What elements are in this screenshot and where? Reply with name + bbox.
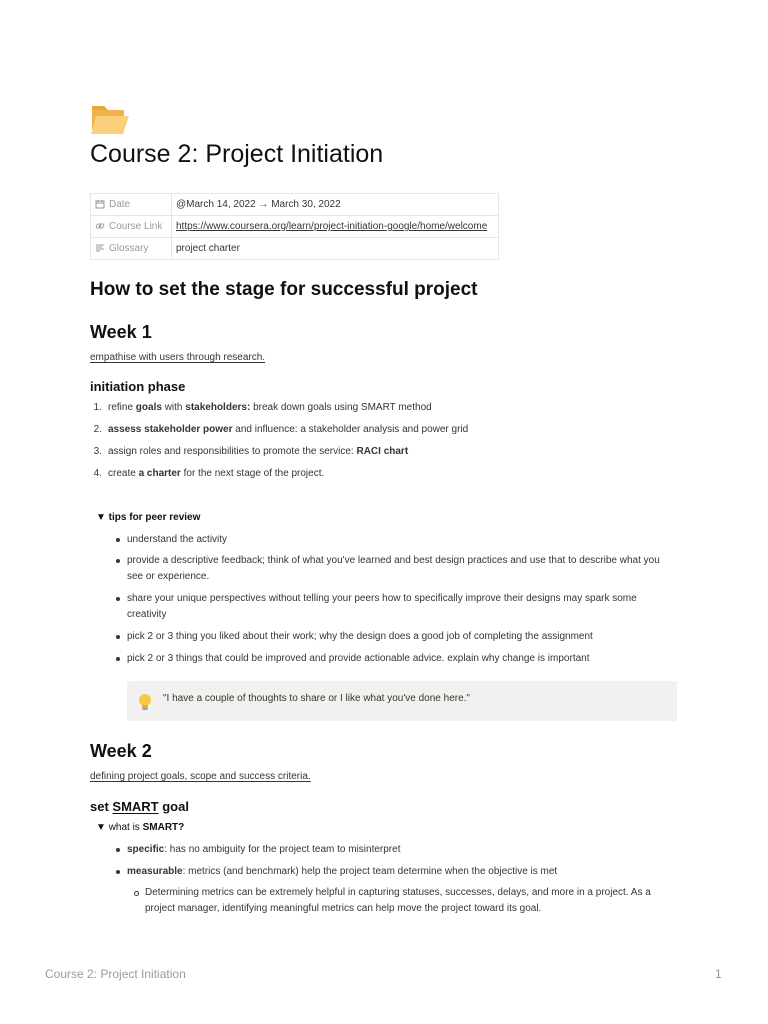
property-key: Course Link	[109, 221, 163, 232]
properties-table	[90, 193, 499, 260]
list-item: specific: has no ambiguity for the project team to misinterpret	[127, 842, 672, 858]
list-item: provide a descriptive feedback; think of what you've learned and best design practices and use that to describe what you see or experience.	[127, 553, 672, 585]
footer-title: Course 2: Project Initiation	[45, 967, 186, 981]
list-item: pick 2 or 3 things that could be improved and provide actionable advice. explain why change is important	[127, 651, 672, 667]
page-number: 1	[715, 967, 722, 981]
lightbulb-icon	[137, 693, 153, 711]
nested-list-item: Determining metrics can be extremely helpful in capturing statuses, successes, delays, and more in a project. As a project manager, identifying meaningful metrics can help move the project toward its goal.	[145, 885, 670, 917]
property-key: Glossary	[109, 243, 149, 254]
page-title: Course 2: Project Initiation	[90, 140, 384, 168]
property-key: Date	[109, 199, 131, 210]
initiation-phase-heading: initiation phase	[90, 379, 186, 394]
course-link[interactable]: https://www.coursera.org/learn/project-initiation-google/home/welcome	[176, 221, 488, 232]
property-row-date	[91, 194, 499, 216]
list-item: 2. assess stakeholder power and influence: a stakeholder analysis and power grid	[93, 424, 469, 435]
property-row-glossary	[91, 238, 499, 260]
week2-heading: Week 2	[90, 741, 152, 761]
main-heading: How to set the stage for successful project	[90, 279, 478, 300]
smart-link[interactable]: SMART	[112, 799, 159, 814]
smart-goal-heading: set SMART goal	[90, 799, 189, 814]
week2-link[interactable]: defining project goals, scope and success criteria.	[90, 771, 311, 782]
list-item: 3. assign roles and responsibilities to promote the service: RACI chart	[93, 446, 409, 457]
list-item: 1. refine goals with stakeholders: break down goals using SMART method	[93, 402, 432, 413]
property-row-course-link	[91, 216, 499, 238]
property-value-date[interactable]: @March 14, 2022 → March 30, 2022	[172, 194, 499, 216]
calendar-icon	[95, 199, 105, 209]
list-item: measurable: metrics (and benchmark) help the project team determine when the objective is met	[127, 864, 672, 880]
list-item: 4. create a charter for the next stage of the project.	[93, 468, 325, 479]
callout-text: "I have a couple of thoughts to share or I like what you've done here."	[163, 693, 470, 704]
list-item: share your unique perspectives without telling your peers how to specifically improve their designs may spark some creativity	[127, 591, 672, 623]
toggle-peer-review[interactable]: ▼ tips for peer review	[96, 512, 201, 523]
text-lines-icon	[95, 243, 105, 253]
property-value-glossary[interactable]: project charter	[172, 238, 499, 260]
list-item: understand the activity	[127, 532, 672, 548]
toggle-what-is-smart[interactable]: ▼ what is SMART?	[96, 822, 185, 833]
link-icon	[95, 221, 105, 231]
open-folder-icon	[90, 100, 130, 136]
week1-heading: Week 1	[90, 322, 152, 342]
list-item: pick 2 or 3 thing you liked about their work; why the design does a good job of completing the assignment	[127, 629, 672, 645]
callout	[127, 681, 677, 721]
week1-link[interactable]: empathise with users through research.	[90, 352, 266, 363]
